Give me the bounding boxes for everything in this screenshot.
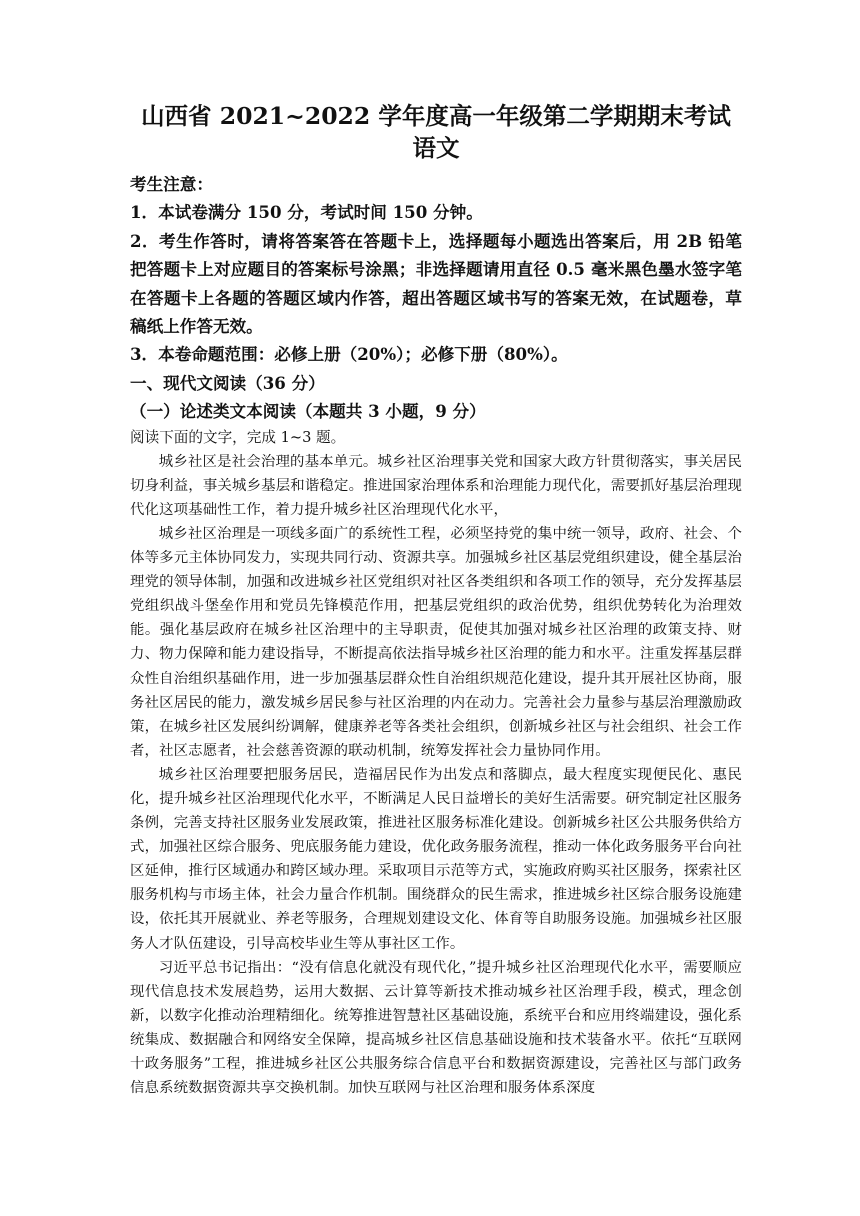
subject-title: 语文 <box>412 134 460 162</box>
passage-paragraph-4: 习近平总书记指出：“没有信息化就没有现代化，”提升城乡社区治理现代化水平，需要顺应现代信息技术发展趋势，运用大数据、云计算等新技术推动城乡社区治理手段，模式，理念创新，以数字化推动治理精细化。统筹推进智慧社区基础设施，系统平台和应用终端建设，强化系统集成、数据融合和网络安全保障，提高城乡社区信息基础设施和技术装备水平。依托“互联网十政务服务”工程，推进城乡社区公共服务综合信息平台和数据资源建设，完善社区与部门政务信息系统数据资源共享交换机制。加快互联网与社区治理和服务体系深度 <box>130 959 742 1097</box>
reading-instruction: 阅读下面的文字，完成 1~3 题。 <box>130 428 346 446</box>
notice-block <box>130 170 742 369</box>
passage-paragraph-1: 城乡社区是社会治理的基本单元。城乡社区治理事关党和国家大政方针贯彻落实，事关居民切身利益，事关城乡基层和谐稳定。推进国家治理体系和治理能力现代化，需要抓好基层治理现代化这项基础性工作，着力提升城乡社区治理现代化水平， <box>130 453 742 518</box>
notice-item-1: 1．本试卷满分 150 分，考试时间 150 分钟。 <box>130 202 483 223</box>
exam-title: 山西省 2021~2022 学年度高一年级第二学期期末考试 <box>141 102 731 130</box>
notice-heading: 考生注意： <box>130 174 213 194</box>
notice-item-3: 3．本卷命题范围：必修上册（20%）；必修下册（80%）。 <box>130 344 568 365</box>
passage <box>130 450 742 1101</box>
passage-paragraph-3: 城乡社区治理要把服务居民，造福居民作为出发点和落脚点，最大程度实现便民化、惠民化，提升城乡社区治理现代化水平，不断满足人民日益增长的美好生活需要。研究制定社区服务条例，完善支持社区服务业发展政策，推进社区服务标准化建设。创新城乡社区公共服务供给方式，加强社区综合服务、兜底服务能力建设，优化政务服务流程，推动一体化政务服务平台向社区延伸，推行区域通办和跨区域办理。采取项目示范等方式，实施政府购买社区服务，探索社区服务机构与市场主体，社会力量合作机制。围绕群众的民生需求，推进城乡社区综合服务设施建设，依托其开展就业、养老等服务，合理规划建设文化、体育等自助服务设施。加强城乡社区服务人才队伍建设，引导高校毕业生等从事社区工作。 <box>130 766 742 952</box>
section-title: 一、现代文阅读（36 分） <box>130 372 325 393</box>
subsection-title: （一）论述类文本阅读（本题共 3 小题，9 分） <box>130 401 486 422</box>
passage-paragraph-2: 城乡社区治理是一项线多面广的系统性工程，必须坚持党的集中统一领导，政府、社会、个体等多元主体协同发力，实现共同行动、资源共享。加强城乡社区基层党组织建设，健全基层治理党的领导体制，加强和改进城乡社区党组织对社区各类组织和各项工作的领导，充分发挥基层党组织战斗堡垒作用和党员先锋模范作用，把基层党组织的政治优势，组织优势转化为治理效能。强化基层政府在城乡社区治理中的主导职责，促使其加强对城乡社区治理的政策支持、财力、物力保障和能力建设指导，不断提高依法指导城乡社区治理的能力和水平。注重发挥基层群众性自治组织基础作用，进一步加强基层群众性自治组织规范化建设，提升其开展社区协商，服务社区居民的能力，激发城乡居民参与社区治理的内在动力。完善社会力量参与基层治理激励政策，在城乡社区发展纠纷调解，健康养老等各类社会组织，创新城乡社区与社会组织、社会工作者，社区志愿者，社会慈善资源的联动机制，统筹发挥社会力量协同作用。 <box>130 525 742 759</box>
notice-item-2: 2．考生作答时，请将答案答在答题卡上，选择题每小题选出答案后，用 2B 铅笔把答题卡上对应题目的答案标号涂黑；非选择题请用直径 0.5 毫米黑色墨水签字笔在答题卡上各题的答题区域内作答，超出答题区域书写的答案无效，在试题卷，草稿纸上作答无效。 <box>130 230 742 337</box>
